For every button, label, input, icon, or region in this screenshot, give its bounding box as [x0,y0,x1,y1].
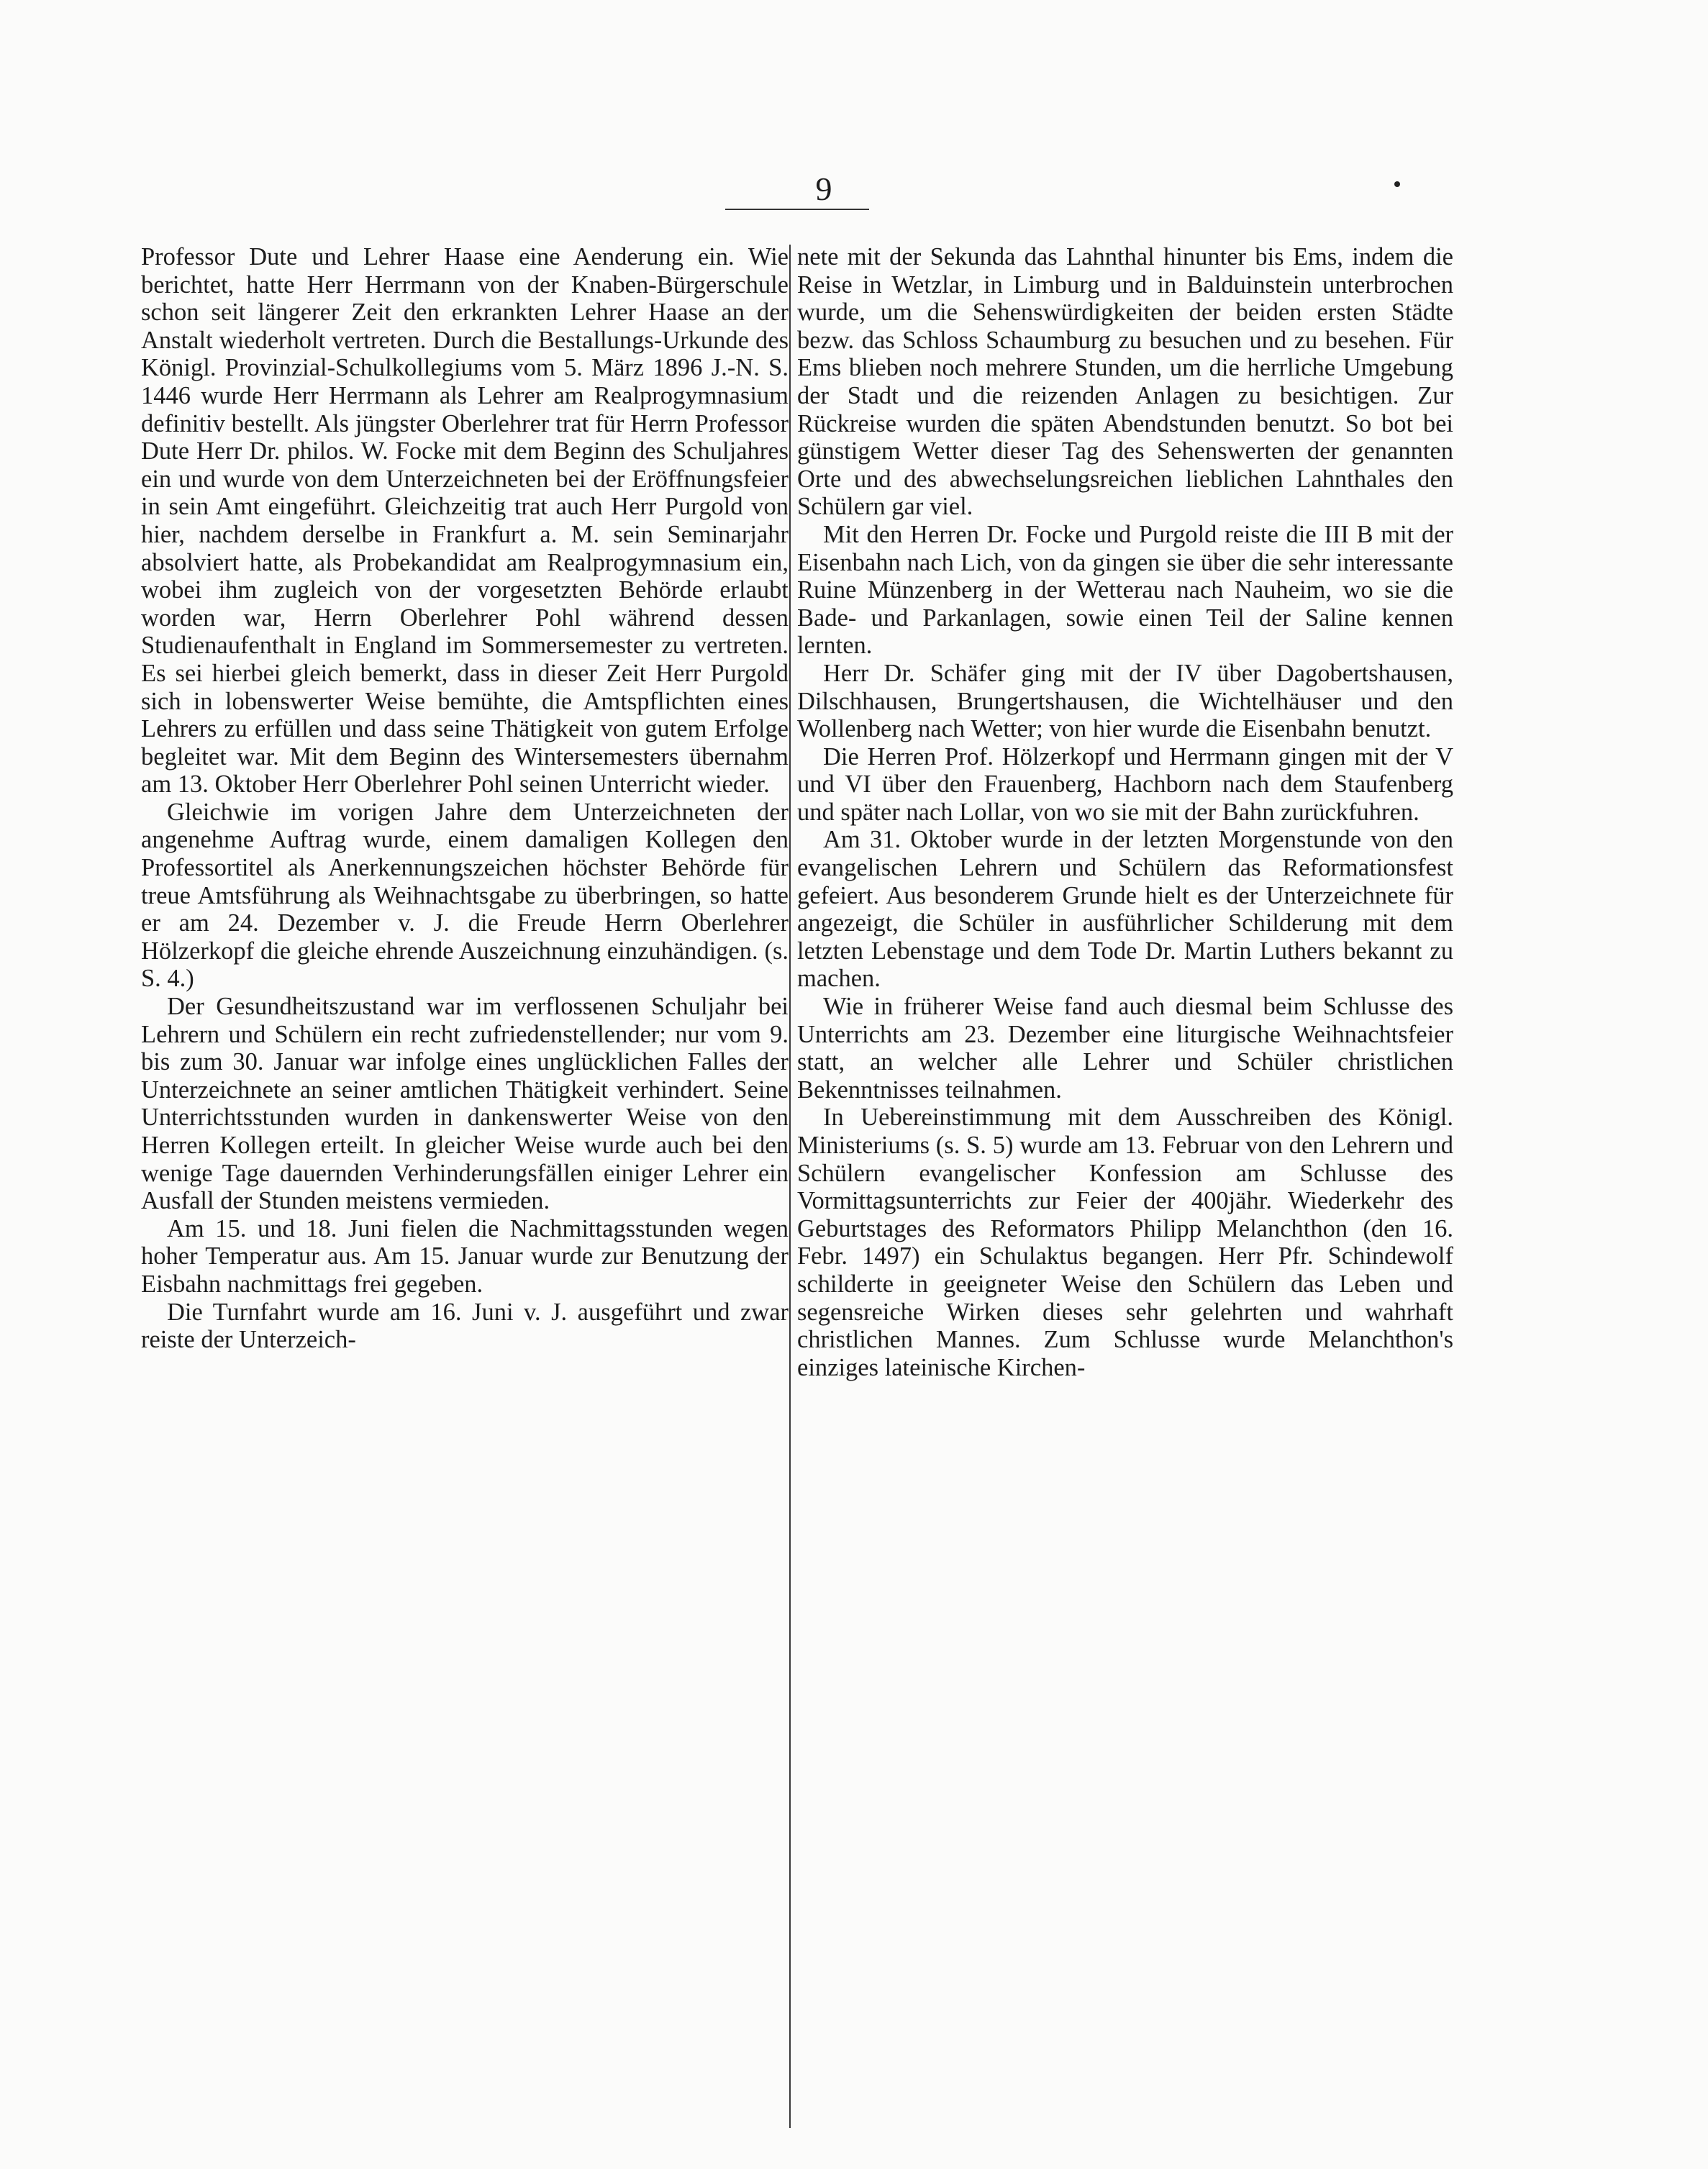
paragraph: Am 31. Oktober wurde in der letzten Morgenstunde von den evangelischen Lehrern und Schülern das Reformationsfest gefeiert. Aus besonderem Grunde hielt es der Unterzeichnete für angezeigt, die Schüler in ausführlicher Schilderung mit dem letzten Lebenstage und dem Tode Dr. Martin Luthers bekannt zu machen. [797,826,1453,993]
paragraph: In Uebereinstimmung mit dem Ausschreiben des Königl. Ministeriums (s. S. 5) wurde am 13. Februar von den Lehrern und Schülern evangelischer Konfession am Schlusse des Vormittagsunterrichts zur Feier der 400jähr. Wiederkehr des Geburtstages des Reformators Philipp Melanchthon (den 16. Febr. 1497) ein Schulaktus begangen. Herr Pfr. Schindewolf schilderte in geeigneter Weise den Schülern das Leben und segensreiche Wirken dieses sehr gelehrten und wahrhaft christlichen Mannes. Zum Schlusse wurde Melanchthon's einziges lateinische Kirchen- [797,1104,1453,1381]
paragraph: Die Turnfahrt wurde am 16. Juni v. J. ausgeführt und zwar reiste der Unterzeich- [141,1298,789,1354]
paragraph: nete mit der Sekunda das Lahnthal hinunter bis Ems, indem die Reise in Wetzlar, in Limburg und in Balduinstein unterbrochen wurde, um die Sehenswürdigkeiten der beiden ersten Städte bezw. das Schloss Schaumburg zu besuchen und zu besehen. Für Ems blieben noch mehrere Stunden, um die herrliche Umgebung der Stadt und die reizenden Anlagen zu besichtigen. Zur Rückreise wurden die späten Abendstunden benutzt. So bot bei günstigem Wetter dieser Tag des Sehenswerten der genannten Orte und des abwechselungsreichen lieblichen Lahnthales den Schülern gar viel. [797,243,1453,521]
left-column [141,243,789,1354]
right-column [797,243,1453,1381]
paragraph: Wie in früherer Weise fand auch diesmal beim Schlusse des Unterrichts am 23. Dezember eine liturgische Weihnachtsfeier statt, an welcher alle Lehrer und Schüler christlichen Bekenntnisses teilnahmen. [797,993,1453,1104]
paragraph: Am 15. und 18. Juni fielen die Nachmittagsstunden wegen hoher Temperatur aus. Am 15. Januar wurde zur Benutzung der Eisbahn nachmittags frei gegeben. [141,1214,789,1298]
page-number-rule [725,209,869,210]
paragraph: Professor Dute und Lehrer Haase eine Aenderung ein. Wie berichtet, hatte Herr Herrmann von der Knaben-Bürgerschule schon seit längerer Zeit den erkrankten Lehrer Haase an der Anstalt wiederholt vertreten. Durch die Bestallungs-Urkunde des Königl. Provinzial-Schulkollegiums vom 5. März 1896 J.-N. S. 1446 wurde Herr Herrmann als Lehrer am Realprogymnasium definitiv bestellt. Als jüngster Oberlehrer trat für Herrn Professor Dute Herr Dr. philos. W. Focke mit dem Beginn des Schuljahres ein und wurde von dem Unterzeichneten bei der Eröffnungsfeier in sein Amt eingeführt. Gleichzeitig trat auch Herr Purgold von hier, nachdem derselbe in Frankfurt a. M. sein Seminarjahr absolviert hatte, als Probekandidat am Realprogymnasium ein, wobei ihm zugleich von der vorgesetzten Behörde erlaubt worden war, Herrn Oberlehrer Pohl während dessen Studienaufenthalt in England im Sommersemester zu vertreten. Es sei hierbei gleich bemerkt, dass in dieser Zeit Herr Purgold sich in lobenswerter Weise bemühte, die Amtspflichten eines Lehrers zu erfüllen und dass seine Thätigkeit von gutem Erfolge begleitet war. Mit dem Beginn des Wintersemesters übernahm am 13. Oktober Herr Oberlehrer Pohl seinen Unterricht wieder. [141,243,789,799]
column-divider [789,245,791,2128]
paragraph: Gleichwie im vorigen Jahre dem Unterzeichneten der angenehme Auftrag wurde, einem damaligen Kollegen den Professortitel als Anerkennungszeichen höchster Behörde für treue Amtsführung als Weihnachtsgabe zu überbringen, so hatte er am 24. Dezember v. J. die Freude Herrn Oberlehrer Hölzerkopf die gleiche ehrende Auszeichnung einzuhändigen. (s. S. 4.) [141,798,789,993]
paragraph: Der Gesundheitszustand war im verflossenen Schuljahr bei Lehrern und Schülern ein recht zufriedenstellender; nur vom 9. bis zum 30. Januar war infolge eines unglücklichen Falles der Unterzeichnete an seiner amtlichen Thätigkeit verhindert. Seine Unterrichtsstunden wurden in dankenswerter Weise von den Herren Kollegen erteilt. In gleicher Weise wurde auch bei den wenige Tage dauernden Verhinderungsfällen einiger Lehrer ein Ausfall der Stunden meistens vermieden. [141,993,789,1215]
paragraph: Mit den Herren Dr. Focke und Purgold reiste die III B mit der Eisenbahn nach Lich, von da gingen sie über die sehr interessante Ruine Münzenberg in der Wetterau nach Nauheim, wo sie die Bade- und Parkanlagen, sowie einen Teil der Saline kennen lernten. [797,520,1453,660]
print-mark [1394,181,1400,187]
page-number: 9 [815,170,832,207]
paragraph: Herr Dr. Schäfer ging mit der IV über Dagobertshausen, Dilschhausen, Brungertshausen, die Wichtelhäuser und den Wollenberg nach Wetter; von hier wurde die Eisenbahn benutzt. [797,659,1453,743]
paragraph: Die Herren Prof. Hölzerkopf und Herrmann gingen mit der V und VI über den Frauenberg, Hachborn nach dem Staufenberg und später nach Lollar, von wo sie mit der Bahn zurückfuhren. [797,742,1453,826]
